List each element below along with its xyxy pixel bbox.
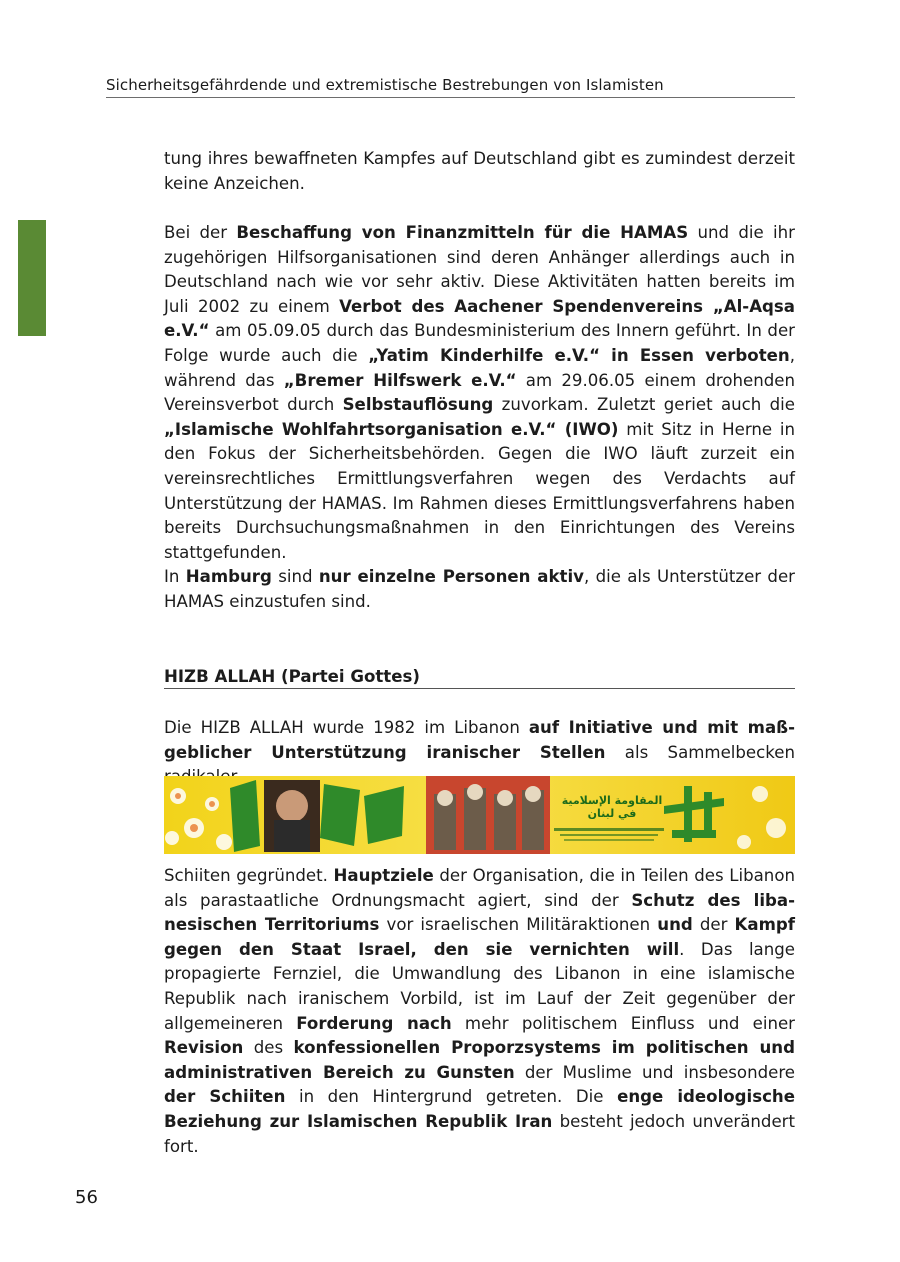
paragraph-5 <box>164 864 795 1159</box>
text-span: , die als Unterstützer der HAMAS einzustufen sind. <box>164 567 795 611</box>
text-span: der Muslime und insbesondere <box>514 1062 795 1082</box>
text-span: zuvorkam. Zuletzt geriet auch die <box>493 395 795 415</box>
bold-span: Kampf gegen den Staat Israel, den sie vernichten will <box>164 915 795 959</box>
bold-span: Selbstauflösung <box>342 395 494 415</box>
bold-span: Revision <box>164 1038 244 1058</box>
text-span: tung ihres bewaffneten Kampfes auf Deutschland gibt es zumindest derzeit keine Anzeichen. <box>164 149 795 193</box>
bold-span: der Schiiten <box>164 1087 286 1107</box>
text-span: der Organisation, die in Teilen des Libanon als parastaatliche Ordnungsmacht agiert, sind der <box>164 866 795 910</box>
bold-span: und <box>657 915 693 935</box>
bold-span: Forderung nach <box>296 1013 452 1033</box>
text-span: mehr politischem Einfluss und einer <box>451 1013 795 1033</box>
text-span: vor israelischen Militäraktionen <box>379 915 658 935</box>
banner-arabic-caption <box>552 794 672 820</box>
text-span: der <box>692 915 735 935</box>
text-span: und die ihr zugehörigen Hilfsorganisationen sind deren Anhänger allerdings auch in Deutschland nach wie vor sehr aktiv. Diese Aktivitäten hatten bereits im Juli 2002 zu einem <box>164 223 796 316</box>
bold-span: konfessionellen Proporzsystems im politischen und administrativen Bereich zu Gunsten <box>164 1038 795 1082</box>
text-span: besteht jedoch unverändert fort. <box>164 1111 795 1156</box>
text-span: am 29.06.05 einem drohenden Vereinsverbot durch <box>164 370 796 415</box>
bold-span: „Islamische Wohlfahrtsorganisation e.V.“ (IWO) <box>164 419 619 439</box>
text-span: am 05.09.05 durch das Bundesministerium des Innern geführt. In der Folge wurde auch die <box>164 321 795 365</box>
banner-graphic <box>164 776 795 854</box>
bold-span: „Bremer Hilfswerk e.V.“ <box>283 370 517 390</box>
text-span: Die HIZB ALLAH wurde 1982 im Libanon <box>164 718 529 737</box>
text-span: sind <box>271 567 319 587</box>
bold-span: nur einzelne Personen aktiv <box>318 567 584 587</box>
text-span: In <box>164 567 186 587</box>
bold-span: Hamburg <box>185 567 272 587</box>
bold-span: enge ideologische Beziehung zur Islamischen Republik Iran <box>164 1087 796 1131</box>
bold-span: „Yatim Kinderhilfe e.V.“ in Essen verboten <box>368 345 790 365</box>
bold-span: Hauptziele <box>333 866 434 885</box>
bold-span: Beschaffung von Finanzmitteln für die HAMAS <box>236 223 689 242</box>
section-heading <box>164 666 795 689</box>
text-span: , während das <box>164 345 795 390</box>
text-span: . Das lange propagierte Fernziel, die Umwandlung des Libanon in eine islamische Republik nach iranischem Vorbild, ist im Lauf der Zeit gegenüber der allgemeineren <box>164 939 795 1033</box>
hizb-allah-banner-image <box>164 776 795 854</box>
running-header <box>106 76 795 98</box>
paragraph-1 <box>164 147 795 196</box>
text-span: Schiiten gegründet. <box>164 866 334 885</box>
page-number: 56 <box>75 1187 98 1208</box>
banner-arabic-line-1: المقاومة الإسلامية <box>561 794 663 807</box>
text-span: Bei der <box>164 223 237 242</box>
section-heading-text: HIZB ALLAH (Partei Gottes) <box>164 667 420 686</box>
bold-span: Schutz des libanesischen Territoriums <box>164 890 795 935</box>
text-span: in den Hintergrund getreten. Die <box>285 1087 618 1107</box>
bold-span: Verbot des Aachener Spendenvereins „Al-Aqsa e.V.“ <box>164 296 795 341</box>
text-span: als Sammelbecken <box>624 742 796 762</box>
bold-span: auf Initiative und mit maßgeblicher Unterstützung iranischer Stellen <box>164 718 795 762</box>
text-span: mit Sitz in Herne in den Fokus der Sicherheitsbehörden. Gegen die IWO läuft zurzeit ein vereinsrechtliches Ermittlungsverfahren wegen des Verdachts auf Unterstützung der HAMAS. Im Rahmen dieses Ermittlungsverfahrens haben bereits Durchsuchungsmaßnahmen in den Einrichtungen des Vereins stattgefunden. <box>164 419 795 562</box>
paragraph-2 <box>164 221 795 615</box>
running-title: Sicherheitsgefährdende und extremistische Bestrebungen von Islamisten <box>106 76 664 94</box>
chapter-marker-bar <box>18 220 46 336</box>
text-span: des <box>243 1038 294 1058</box>
banner-arabic-line-2: في لبنان <box>587 807 637 820</box>
